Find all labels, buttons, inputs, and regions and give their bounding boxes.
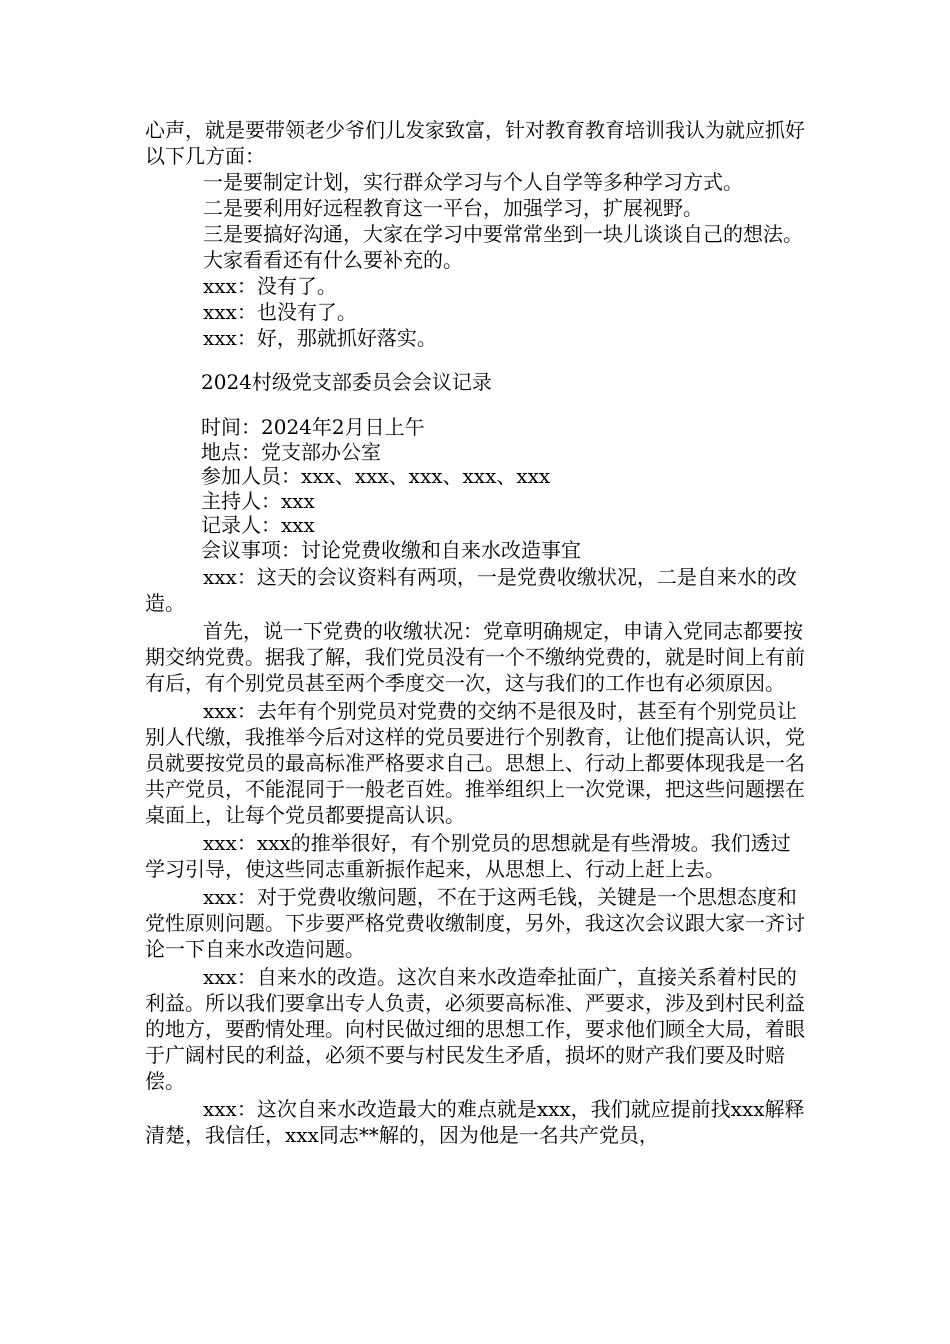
- intro-reply-2: xxx：也没有了。: [203, 300, 357, 324]
- intro-paragraph: 心声，就是要带领老少爷们儿发家致富，针对教育教育培训我认为就应抓好以下几方面：: [145, 118, 805, 168]
- body-paragraph-1: xxx：这天的会议资料有两项，一是党费收缴状况，二是自来水的改造。: [145, 565, 797, 615]
- meeting-agenda: 会议事项：讨论党费收缴和自来水改造事宜: [201, 537, 581, 562]
- body-paragraph-5: xxx：对于党费收缴问题，不在于这两毛钱，关键是一个思想态度和党性原则问题。下步要严格党费收缴制度，另外，我这次会议跟大家一齐讨论一下自来水改造问题。: [145, 885, 805, 961]
- intro-reply-3: xxx：好，那就抓好落实。: [203, 326, 437, 350]
- document-page: [145, 117, 810, 1148]
- body-paragraph-7: xxx：这次自来水改造最大的难点就是xxx，我们就应提前找xxx解释清楚，我信任，xxx同志**解的，因为他是一名共产党员，: [145, 1097, 805, 1147]
- intro-item-3: 三是要搞好沟通，大家在学习中要常常坐到一块儿谈谈自己的想法。: [203, 222, 803, 246]
- body-paragraph-3: xxx：去年有个别党员对党费的交纳不是很及时，甚至有个别党员让别人代缴，我推举今后对这样的党员要进行个别教育，让他们提高认识，党员就要按党员的最高标准严格要求自己。思想上、行动上都要体现我是一名共产党员，不能混同于一般老百姓。推举组织上一次党课，把这些问题摆在桌面上，让每个党员都要提高认识。: [145, 699, 805, 827]
- intro-question: 大家看看还有什么要补充的。: [203, 248, 463, 272]
- body-paragraph-2: 首先，说一下党费的收缴状况：党章明确规定，申请入党同志都要按期交纳党费。据我了解，我们党员没有一个不缴纳党费的，就是时间上有前有后，有个别党员甚至两个季度交一次，这与我们的工作也有必须原因。: [145, 619, 805, 695]
- body-paragraph-4: xxx：xxx的推举很好，有个别党员的思想就是有些滑坡。我们透过学习引导，使这些同志重新振作起来，从思想上、行动上赶上去。: [145, 831, 791, 881]
- meeting-attendees: 参加人员：xxx、xxx、xxx、xxx、xxx: [201, 464, 551, 488]
- document-title: 2024村级党支部委员会会议记录: [201, 370, 492, 394]
- meeting-place: 地点：党支部办公室: [201, 439, 381, 464]
- meeting-host: 主持人：xxx: [201, 488, 315, 513]
- intro-item-2: 二是要利用好远程教育这一平台，加强学习，扩展视野。: [203, 196, 703, 220]
- meeting-time: 时间：2024年2月日上午: [201, 415, 425, 439]
- meeting-recorder: 记录人：xxx: [201, 513, 315, 537]
- intro-reply-1: xxx：没有了。: [203, 274, 337, 298]
- intro-item-1: 一是要制定计划，实行群众学习与个人自学等多种学习方式。: [203, 170, 743, 194]
- body-paragraph-6: xxx：自来水的改造。这次自来水改造牵扯面广，直接关系着村民的利益。所以我们要拿出专人负责，必须要高标准、严要求，涉及到村民利益的地方，要酌情处理。向村民做过细的思想工作，要求他们顾全大局，着眼于广阔村民的利益，必须不要与村民发生矛盾，损坏的财产我们要及时赔偿。: [145, 965, 805, 1093]
